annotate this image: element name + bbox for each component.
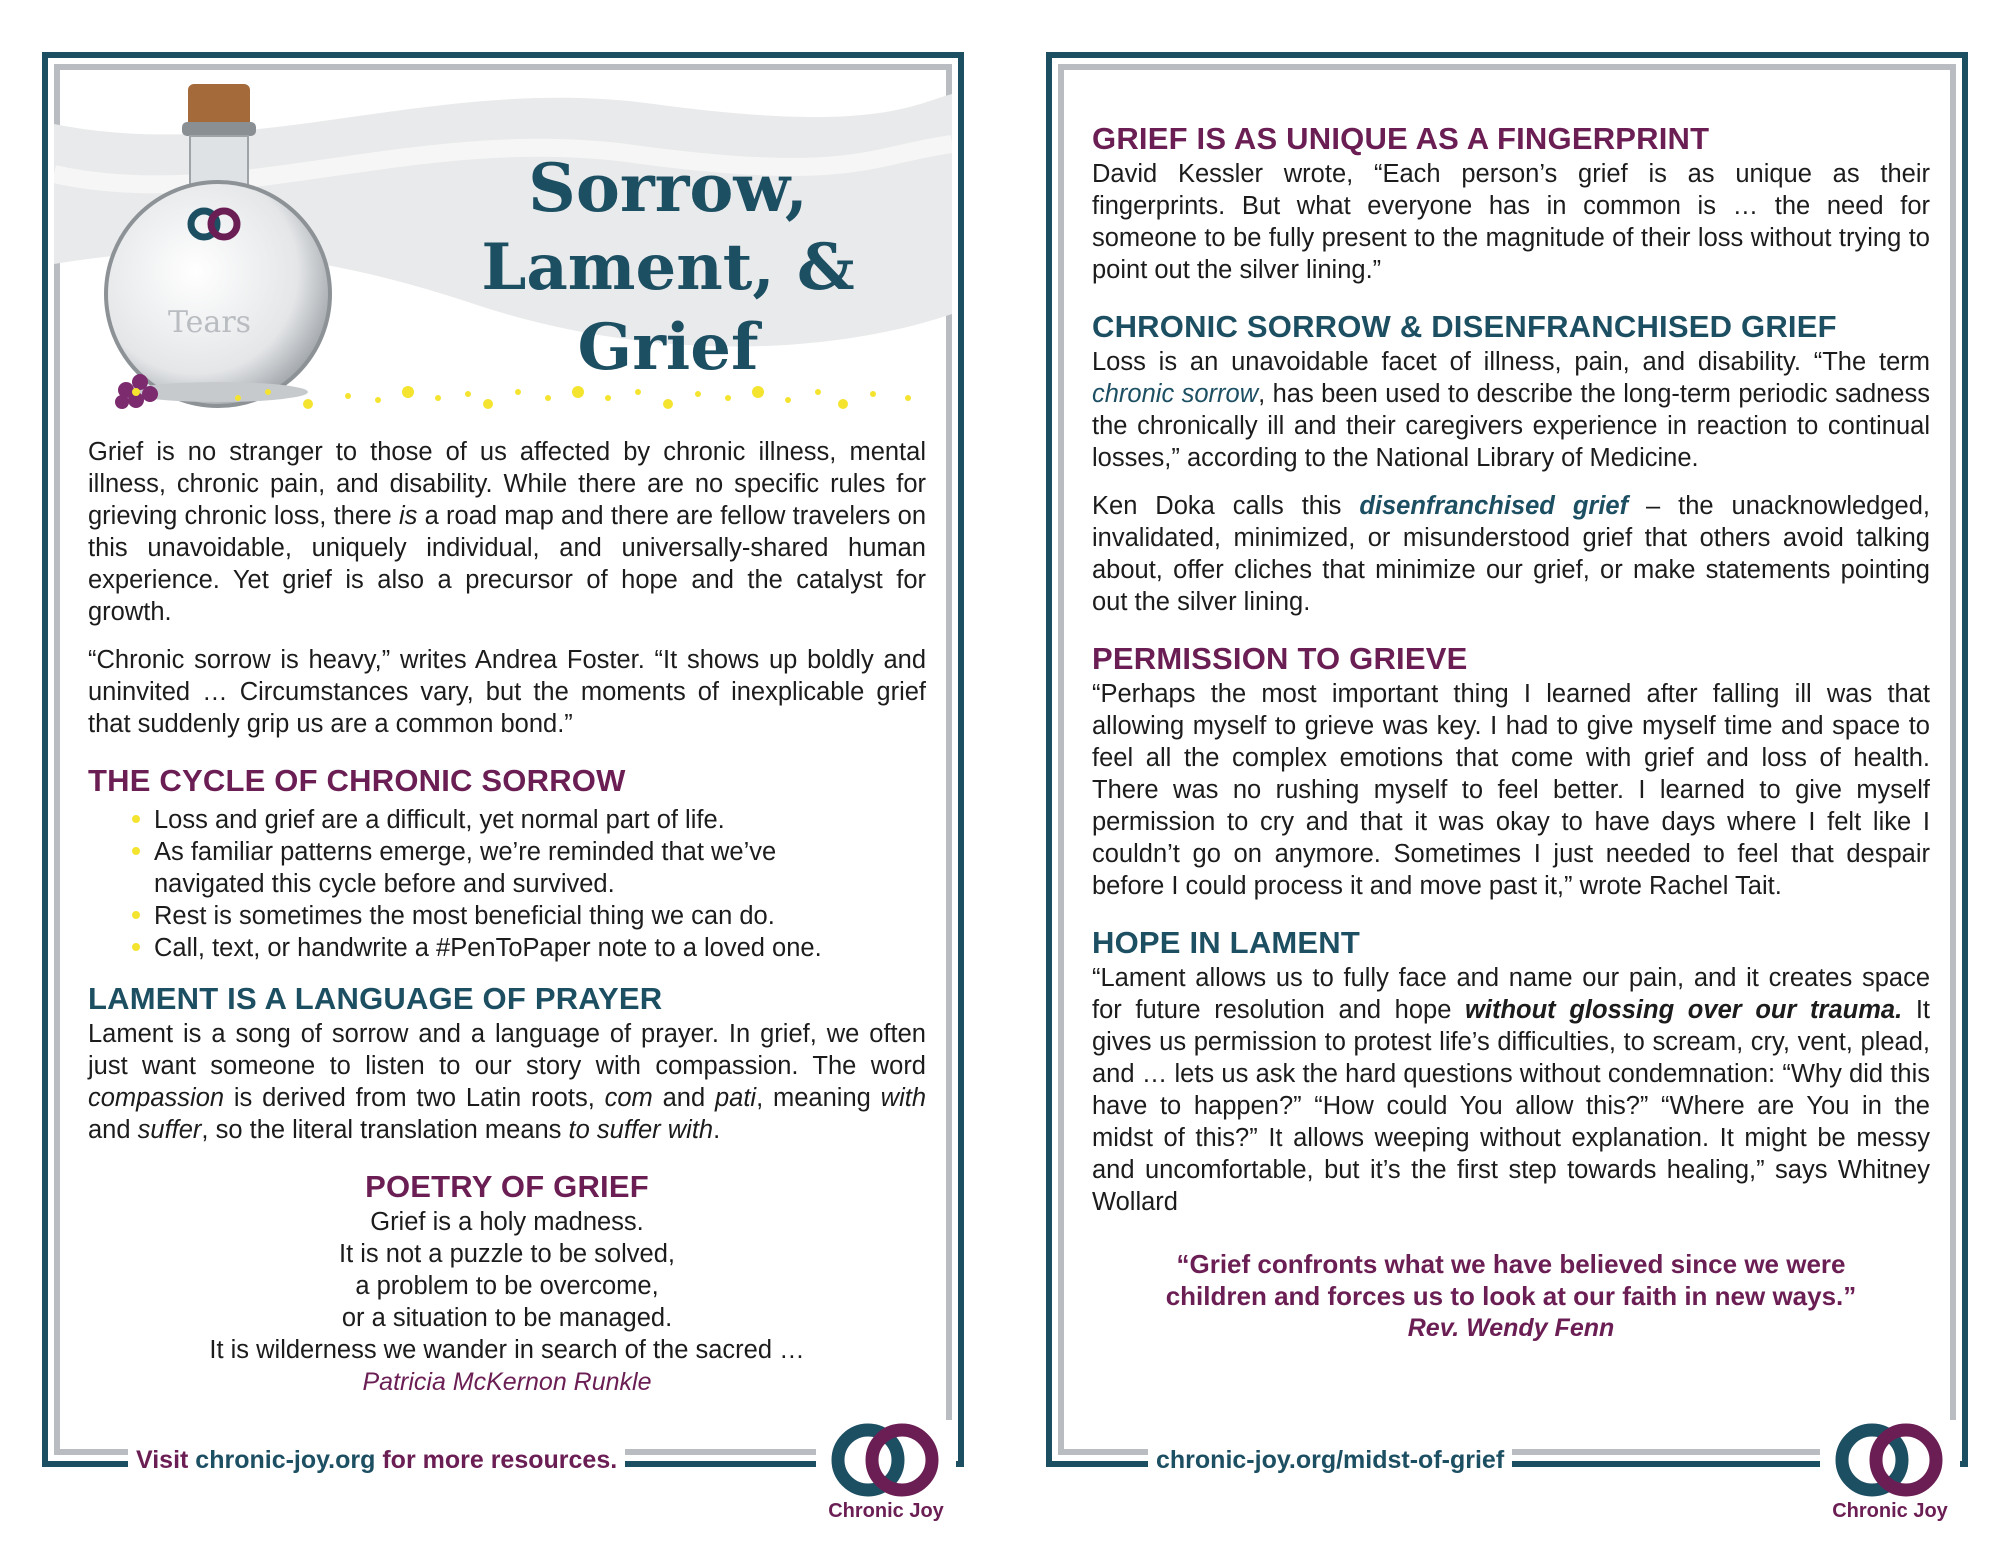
permission-paragraph: “Perhaps the most important thing I learned after falling ill was that allowing myself to grieve was key. I had to give myself time and space to feel all the complex emotions that come with grief and loss of health. There was no rushing myself to feel better. I learned to give myself permission to cry and that it was okay to have days where I felt like I couldn’t go on anymore. Sometimes I just needed to feel that despair before I could process it and move past it,” wrote Rachel Tait. <box>1092 680 1930 900</box>
left-content <box>88 436 926 1398</box>
cycle-heading: THE CYCLE OF CHRONIC SORROW <box>88 763 626 798</box>
poem-line: Grief is a holy madness. <box>370 1208 644 1236</box>
chronic-paragraph: Loss is an unavoidable facet of illness, pain, and disability. “The term chronic sorrow, has been used to describe the long-term periodic sadness the chronically ill and their caregivers experience in reaction to continual losses,” according to the National Library of Medicine. <box>1092 348 1930 472</box>
poem <box>88 1206 926 1366</box>
rings-icon <box>816 1420 956 1500</box>
site-link[interactable]: chronic-joy.org <box>195 1446 376 1474</box>
poem-author: Patricia McKernon Runkle <box>362 1368 652 1396</box>
right-page <box>1046 52 1968 1522</box>
poem-line: It is wilderness we wander in search of the sacred … <box>209 1336 805 1364</box>
right-content <box>1092 120 1930 1344</box>
poem-line: or a situation to be managed. <box>341 1304 673 1332</box>
lament-paragraph: Lament is a song of sorrow and a language of prayer. In grief, we often just want someone to listen to our story with compassion. The word compassion is derived from two Latin roots, com and pati, meaning with and suffer, so the literal translation means to suffer with. <box>88 1020 927 1144</box>
right-footer-link[interactable]: chronic-joy.org/midst-of-grief <box>1148 1445 1512 1475</box>
fingerprint-paragraph: David Kessler wrote, “Each person’s grief is as unique as their fingerprints. But what everyone has in common is … the need for someone to be fully present to the magnitude of their loss without trying to point out the silver lining.” <box>1092 160 1930 284</box>
list-item: Loss and grief are a difficult, yet normal part of life. <box>132 804 926 836</box>
poem-line: a problem to be overcome, <box>355 1272 659 1300</box>
permission-heading: PERMISSION TO GRIEVE <box>1092 641 1468 676</box>
logo-text: Chronic Joy <box>1832 1500 1948 1522</box>
left-footer: Visit chronic-joy.org for more resources. <box>128 1445 625 1475</box>
title-line-2: Lament, & Grief <box>481 230 855 385</box>
rings-icon <box>1820 1420 1960 1500</box>
cycle-list <box>88 804 926 964</box>
page-title <box>388 148 948 388</box>
fenn-quote: “Grief confronts what we have believed since we were children and forces us to look at our faith in new ways.” <box>1165 1249 1857 1311</box>
hope-heading: HOPE IN LAMENT <box>1092 925 1361 960</box>
fingerprint-heading: GRIEF IS AS UNIQUE AS A FINGERPRINT <box>1092 121 1710 156</box>
intro-paragraph: Grief is no stranger to those of us affected by chronic illness, mental illness, chronic pain, and disability. While there are no specific rules for grieving chronic loss, there is a road map and there are fellow travelers on this unavoidable, uniquely individual, and universally-shared human experience. Yet grief is also a precursor of hope and the catalyst for growth. <box>88 438 926 626</box>
quote-author: Rev. Wendy Fenn <box>1407 1314 1615 1342</box>
list-item: As familiar patterns emerge, we’re reminded that we’ve navigated this cycle before and survived. <box>132 836 926 900</box>
list-item: Rest is sometimes the most beneficial thing we can do. <box>132 900 926 932</box>
chronic-joy-logo <box>1820 1420 1960 1530</box>
chronic-joy-logo <box>816 1420 956 1530</box>
hope-paragraph: “Lament allows us to fully face and name our pain, and it creates space for future resolution and hope without glossing over our trauma. It gives us permission to protest life’s difficulties, to scream, cry, vent, plead, and … lets us ask the hard questions without condemnation: “Why did this have to happen?” “How could You allow this?” “Where are You in the midst of this?” It allows weeping without explanation. It might be messy and uncomfortable, but it’s the first step towards healing,” says Whitney Wollard <box>1092 964 1930 1216</box>
lament-heading: LAMENT IS A LANGUAGE OF PRAYER <box>88 981 663 1016</box>
left-page <box>42 52 964 1522</box>
tear-bottle-icon <box>78 72 358 412</box>
foster-quote: “Chronic sorrow is heavy,” writes Andrea Foster. “It shows up boldly and uninvited … Circumstances vary, but the moments of inexplicable grief that suddenly grip us are a common bond.” <box>88 646 926 738</box>
poem-line: It is not a puzzle to be solved, <box>339 1240 675 1268</box>
poetry-heading: POETRY OF GRIEF <box>365 1169 649 1204</box>
chronic-heading: CHRONIC SORROW & DISENFRANCHISED GRIEF <box>1092 309 1837 344</box>
title-line-1: Sorrow, <box>528 149 808 227</box>
doka-paragraph: Ken Doka calls this disenfranchised grief – the unacknowledged, invalidated, minimized, or misunderstood grief that others avoid talking about, offer cliches that minimize our grief, or make statements pointing out the silver lining. <box>1092 492 1930 616</box>
list-item: Call, text, or handwrite a #PenToPaper note to a loved one. <box>132 932 926 964</box>
bottle-label: Tears <box>168 305 252 340</box>
logo-text: Chronic Joy <box>828 1500 944 1522</box>
